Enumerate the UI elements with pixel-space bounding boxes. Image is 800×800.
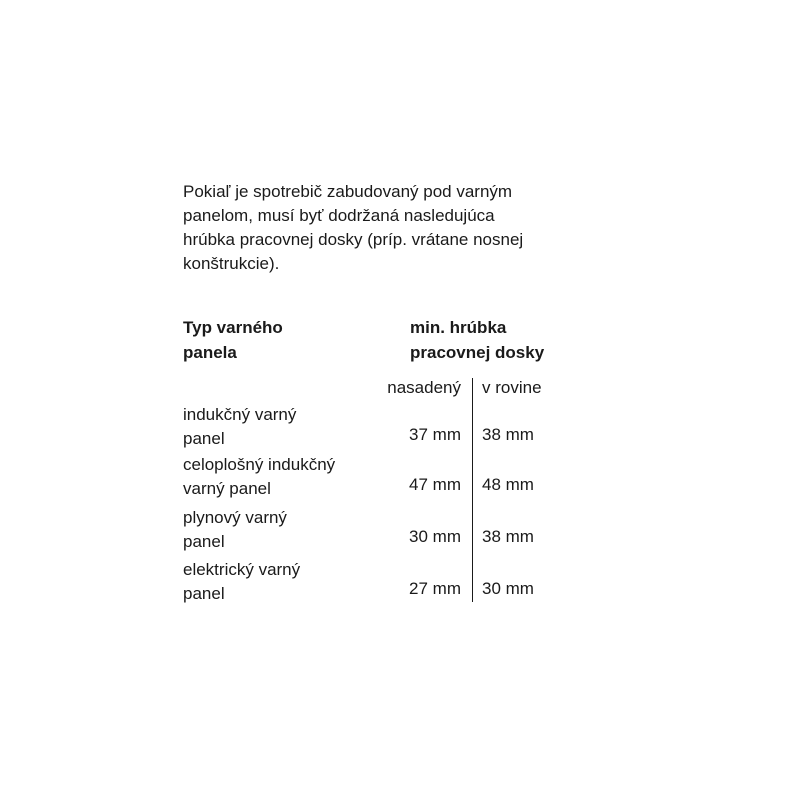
row-label-line: varný panel	[183, 479, 271, 498]
intro-line: panelom, musí byť dodržaná nasledujúca	[183, 206, 495, 225]
value-mounted-gas: 30 mm	[409, 527, 461, 546]
row-label-line: panel	[183, 429, 225, 448]
row-label-induction	[183, 403, 296, 451]
subheader-flush: v rovine	[482, 378, 542, 397]
row-label-line: indukčný varný	[183, 405, 297, 424]
column-header-min-thickness	[410, 315, 544, 365]
row-label-line: elektrický varný	[183, 560, 301, 579]
column-header-hob-type	[183, 315, 283, 365]
column-header-line: Typ varného	[183, 318, 283, 337]
column-divider	[472, 378, 473, 602]
column-header-line: pracovnej dosky	[410, 343, 545, 362]
row-label-line: panel	[183, 532, 225, 551]
intro-line: hrúbka pracovnej dosky (príp. vrátane nosnej	[183, 230, 524, 249]
value-flush-electric: 30 mm	[482, 579, 534, 598]
row-label-gas	[183, 506, 287, 554]
value-flush-full-surface-induction: 48 mm	[482, 475, 534, 494]
intro-line: Pokiaľ je spotrebič zabudovaný pod varným	[183, 182, 513, 201]
row-label-full-surface-induction	[183, 453, 335, 501]
intro-paragraph	[183, 180, 653, 276]
column-header-line: panela	[183, 343, 237, 362]
value-mounted-full-surface-induction: 47 mm	[409, 475, 461, 494]
subheader-mounted: nasadený	[387, 378, 461, 397]
value-flush-gas: 38 mm	[482, 527, 534, 546]
intro-line: konštrukcie).	[183, 254, 280, 273]
row-label-line: panel	[183, 584, 225, 603]
row-label-line: celoplošný indukčný	[183, 455, 336, 474]
value-flush-induction: 38 mm	[482, 425, 534, 444]
value-mounted-electric: 27 mm	[409, 579, 461, 598]
row-label-line: plynový varný	[183, 508, 287, 527]
column-header-line: min. hrúbka	[410, 318, 507, 337]
row-label-electric	[183, 558, 300, 606]
value-mounted-induction: 37 mm	[409, 425, 461, 444]
